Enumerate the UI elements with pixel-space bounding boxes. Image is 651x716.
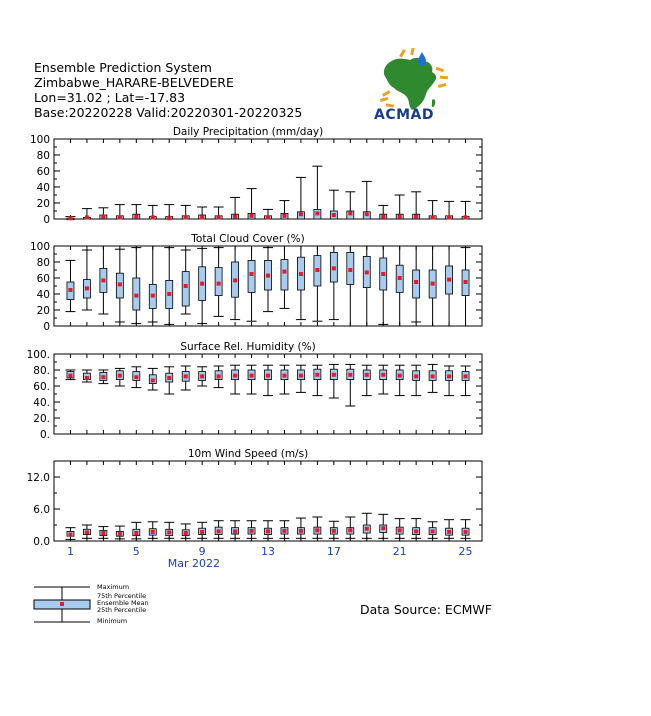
mean-marker (233, 278, 237, 282)
mean-marker (200, 215, 204, 219)
mean-marker (299, 529, 303, 533)
mean-marker (381, 272, 385, 276)
y-tick-label: 12.0 (26, 472, 50, 484)
mean-marker (233, 374, 237, 378)
mean-marker (431, 374, 435, 378)
mean-marker (414, 215, 418, 219)
mean-marker (266, 374, 270, 378)
mean-marker (315, 211, 319, 215)
mean-marker (68, 216, 72, 220)
mean-marker (167, 216, 171, 220)
mean-marker (282, 214, 286, 218)
mean-marker (398, 528, 402, 532)
mean-marker (217, 282, 221, 286)
x-tick-label: 5 (132, 545, 140, 558)
y-tick-label: 0 (43, 321, 50, 333)
mean-marker (348, 211, 352, 215)
mean-marker (200, 282, 204, 286)
iqr-box (248, 260, 255, 292)
mean-marker (250, 529, 254, 533)
y-tick-label: 60 (36, 273, 50, 285)
mean-marker (365, 270, 369, 274)
panel-title: Total Cloud Cover (%) (191, 233, 305, 245)
mean-marker (414, 280, 418, 284)
panel-title: Surface Rel. Humidity (%) (180, 341, 316, 353)
y-tick-label: 0 (43, 214, 50, 226)
legend-label-mean: Ensemble Mean (97, 599, 149, 607)
mean-marker (365, 527, 369, 531)
mean-marker (315, 268, 319, 272)
y-tick-label: 80. (33, 365, 50, 377)
mean-marker (200, 374, 204, 378)
mean-marker (348, 268, 352, 272)
mean-marker (101, 531, 105, 535)
legend-label-p75: 75th Percentile (97, 592, 147, 600)
mean-marker (447, 215, 451, 219)
mean-marker (101, 278, 105, 282)
mean-marker (266, 274, 270, 278)
mean-marker (68, 288, 72, 292)
mean-marker (282, 270, 286, 274)
mean-marker (365, 212, 369, 216)
y-tick-label: 60 (36, 166, 50, 178)
mean-marker (381, 526, 385, 530)
mean-marker (217, 215, 221, 219)
mean-marker (282, 529, 286, 533)
mean-marker (464, 280, 468, 284)
mean-marker (151, 378, 155, 382)
mean-marker (184, 284, 188, 288)
mean-marker (282, 374, 286, 378)
x-axis-month-label: Mar 2022 (167, 557, 221, 570)
mean-marker (151, 215, 155, 219)
mean-marker (101, 215, 105, 219)
header-validity: Base:20220228 Valid:20220301-20220325 (34, 105, 303, 120)
mean-marker (167, 292, 171, 296)
mean-marker (447, 530, 451, 534)
y-tick-label: 100. (26, 349, 50, 361)
mean-marker (332, 266, 336, 270)
mean-marker (348, 373, 352, 377)
mean-marker (167, 376, 171, 380)
mean-marker (431, 215, 435, 219)
mean-marker (184, 215, 188, 219)
y-tick-label: 60. (33, 381, 50, 393)
y-tick-label: 40. (33, 397, 50, 409)
header-coordinates: Lon=31.02 ; Lat=-17.83 (34, 90, 186, 105)
mean-marker (299, 272, 303, 276)
mean-marker (118, 282, 122, 286)
mean-marker (101, 375, 105, 379)
mean-marker (266, 529, 270, 533)
y-tick-label: 20 (36, 305, 50, 317)
x-tick-label: 9 (198, 545, 206, 558)
mean-marker (134, 375, 138, 379)
x-tick-label: 13 (261, 545, 275, 558)
x-tick-label: 1 (66, 545, 74, 558)
y-tick-label: 40 (36, 182, 50, 194)
mean-marker (250, 374, 254, 378)
mean-marker (381, 373, 385, 377)
legend-mean-marker (60, 602, 64, 606)
y-tick-label: 20. (33, 413, 50, 425)
iqr-box (281, 260, 288, 290)
mean-marker (134, 215, 138, 219)
mean-marker (315, 373, 319, 377)
mean-marker (299, 374, 303, 378)
mean-marker (447, 278, 451, 282)
mean-marker (414, 529, 418, 533)
mean-marker (464, 215, 468, 219)
mean-marker (266, 215, 270, 219)
mean-marker (381, 215, 385, 219)
panel-title: Daily Precipitation (mm/day) (172, 126, 324, 138)
y-tick-label: 80 (36, 150, 50, 162)
iqr-box (182, 272, 189, 306)
mean-marker (68, 374, 72, 378)
y-tick-label: 0.0 (33, 536, 50, 548)
y-tick-label: 80 (36, 257, 50, 269)
mean-marker (151, 530, 155, 534)
mean-marker (184, 531, 188, 535)
mean-marker (431, 282, 435, 286)
mean-marker (217, 529, 221, 533)
y-tick-label: 0. (39, 429, 50, 441)
mean-marker (398, 374, 402, 378)
mean-marker (348, 528, 352, 532)
y-tick-label: 40 (36, 289, 50, 301)
acmad-logo-text: ACMAD (374, 107, 434, 123)
mean-marker (85, 376, 89, 380)
mean-marker (464, 374, 468, 378)
mean-marker (85, 530, 89, 534)
mean-marker (315, 528, 319, 532)
mean-marker (431, 529, 435, 533)
x-tick-label: 17 (326, 545, 341, 558)
mean-marker (151, 294, 155, 298)
mean-marker (184, 374, 188, 378)
panel-frame (54, 139, 482, 219)
y-tick-label: 6.0 (33, 504, 50, 516)
y-tick-label: 100 (29, 241, 50, 253)
mean-marker (447, 374, 451, 378)
mean-marker (85, 286, 89, 290)
mean-marker (250, 272, 254, 276)
mean-marker (68, 533, 72, 537)
mean-marker (464, 530, 468, 534)
x-tick-label: 25 (458, 545, 473, 558)
mean-marker (398, 276, 402, 280)
panel-title: 10m Wind Speed (m/s) (187, 448, 309, 460)
mean-marker (134, 531, 138, 535)
data-source: Data Source: ECMWF (360, 602, 492, 617)
x-tick-label: 21 (392, 545, 407, 558)
mean-marker (332, 213, 336, 217)
mean-marker (167, 530, 171, 534)
mean-marker (299, 212, 303, 216)
mean-marker (414, 374, 418, 378)
mean-marker (398, 215, 402, 219)
y-tick-label: 100 (29, 134, 50, 146)
legend-label-minimum: Minimum (97, 617, 128, 625)
mean-marker (365, 373, 369, 377)
legend-label-p25: 25th Percentile (97, 606, 147, 614)
mean-marker (85, 215, 89, 219)
mean-marker (217, 374, 221, 378)
mean-marker (200, 530, 204, 534)
mean-marker (118, 532, 122, 536)
mean-marker (233, 529, 237, 533)
legend-label-maximum: Maximum (97, 583, 130, 591)
y-tick-label: 20 (36, 198, 50, 210)
mean-marker (250, 214, 254, 218)
mean-marker (233, 215, 237, 219)
mean-marker (118, 374, 122, 378)
mean-marker (332, 373, 336, 377)
mean-marker (118, 215, 122, 219)
header-location: Zimbabwe_HARARE-BELVEDERE (34, 75, 234, 90)
header-title: Ensemble Prediction System (34, 60, 212, 75)
mean-marker (134, 294, 138, 298)
mean-marker (332, 529, 336, 533)
